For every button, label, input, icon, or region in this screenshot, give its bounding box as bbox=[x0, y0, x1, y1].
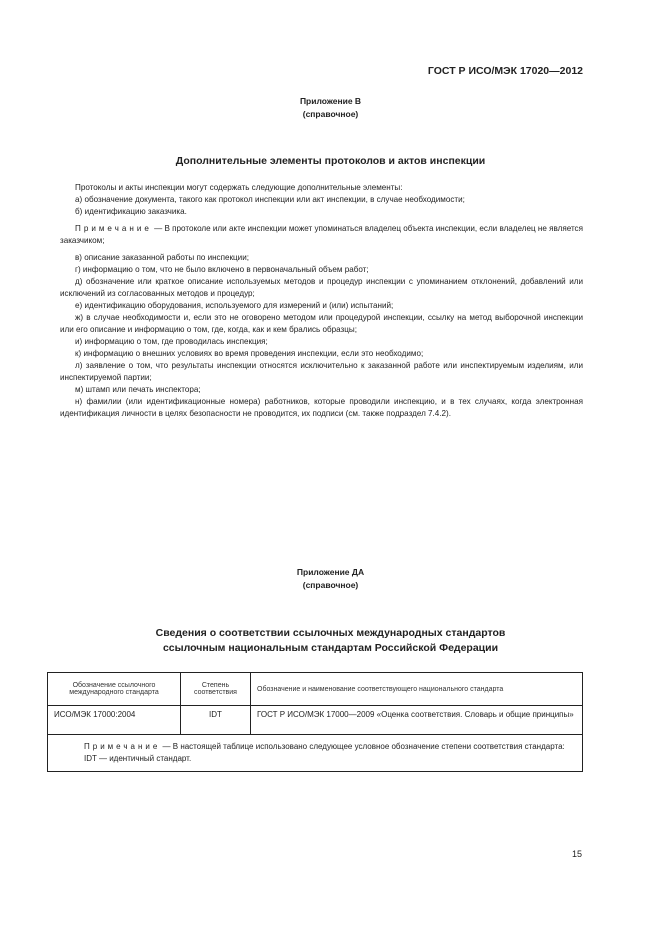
appendix-da-label: Приложение ДА bbox=[296, 567, 365, 577]
note-text: — В настоящей таблице использовано следующее условное обозначение степени соответствия стандарта: bbox=[160, 742, 565, 751]
column-header: Степень соответствия bbox=[181, 673, 251, 706]
list-item: м) штамп или печать инспектора; bbox=[75, 385, 201, 394]
table-note bbox=[48, 735, 583, 772]
paragraph: Протоколы и акты инспекции могут содержать следующие дополнительные элементы: bbox=[75, 183, 403, 192]
note-label: Примечание bbox=[84, 742, 161, 751]
table-note-row bbox=[48, 735, 583, 772]
title-line: ссылочным национальным стандартам Российской Федерации bbox=[162, 642, 499, 654]
list-item: и) информацию о том, где проводилась инспекция; bbox=[75, 337, 268, 346]
appendix-b-kind: (справочное) bbox=[302, 109, 359, 119]
table-cell: IDT bbox=[181, 706, 251, 735]
table-row bbox=[48, 706, 583, 735]
table-cell: ГОСТ Р ИСО/МЭК 17000—2009 «Оценка соответствия. Словарь и общие принципы» bbox=[251, 706, 583, 735]
appendix-b-title: Дополнительные элементы протоколов и актов инспекции bbox=[175, 155, 486, 167]
note-label: Примечание bbox=[75, 224, 152, 233]
list-item: в) описание заказанной работы по инспекции; bbox=[75, 253, 249, 262]
table-cell: ИСО/МЭК 17000:2004 bbox=[48, 706, 181, 735]
appendix-da-heading bbox=[0, 566, 661, 592]
list-item: ж) в случае необходимости и, если это не оговорено методом или процедурой инспекции, ссылку на метод выборочной инспекции или его описание и информацию о том, где, когда, как и кем брались образцы; bbox=[60, 313, 583, 334]
note bbox=[60, 223, 583, 247]
appendix-b-body bbox=[60, 182, 583, 420]
list-item: г) информацию о том, что не было включено в первоначальный объем работ; bbox=[75, 265, 369, 274]
list-item: к) информацию о внешних условиях во время проведения инспекции, если это необходимо; bbox=[75, 349, 424, 358]
list-item: д) обозначение или краткое описание используемых методов и процедур инспекции с упоминанием отклонений, добавлений или исключений из согласованных методов и процедур; bbox=[60, 277, 583, 298]
standards-table bbox=[47, 672, 583, 772]
column-header: Обозначение ссылочного международного стандарта bbox=[48, 673, 181, 706]
note-text: — В протоколе или акте инспекции может упоминаться владелец объекта инспекции, если владелец не является заказчиком; bbox=[60, 224, 583, 245]
note-idt: IDT — идентичный стандарт. bbox=[84, 754, 192, 763]
paragraph: б) идентификацию заказчика. bbox=[75, 207, 187, 216]
list-item: е) идентификацию оборудования, используемого для измерений и (или) испытаний; bbox=[75, 301, 394, 310]
page-number: 15 bbox=[572, 849, 583, 859]
appendix-b-label: Приложение В bbox=[299, 96, 362, 106]
list-item: н) фамилии (или идентификационные номера) работников, которые проводили инспекцию, и в тех случаях, когда электронная идентификация личности в целях безопасности не проводится, их подписи (см. также подраздел 7.4.2). bbox=[60, 397, 583, 418]
column-header: Обозначение и наименование соответствующего национального стандарта bbox=[251, 673, 583, 706]
appendix-b-heading bbox=[0, 95, 661, 121]
table-header-row bbox=[48, 673, 583, 706]
appendix-da-kind: (справочное) bbox=[302, 580, 359, 590]
paragraph: а) обозначение документа, такого как протокол инспекции или акт инспекции, в случае необходимости; bbox=[75, 195, 465, 204]
appendix-da-title bbox=[0, 626, 661, 656]
document-header: ГОСТ Р ИСО/МЭК 17020—2012 bbox=[427, 65, 583, 77]
list-item: л) заявление о том, что результаты инспекции относятся исключительно к заказанной работе или инспектируемым изделиям, или инспектируемой партии; bbox=[60, 361, 583, 382]
title-line: Сведения о соответствии ссылочных международных стандартов bbox=[155, 627, 506, 639]
